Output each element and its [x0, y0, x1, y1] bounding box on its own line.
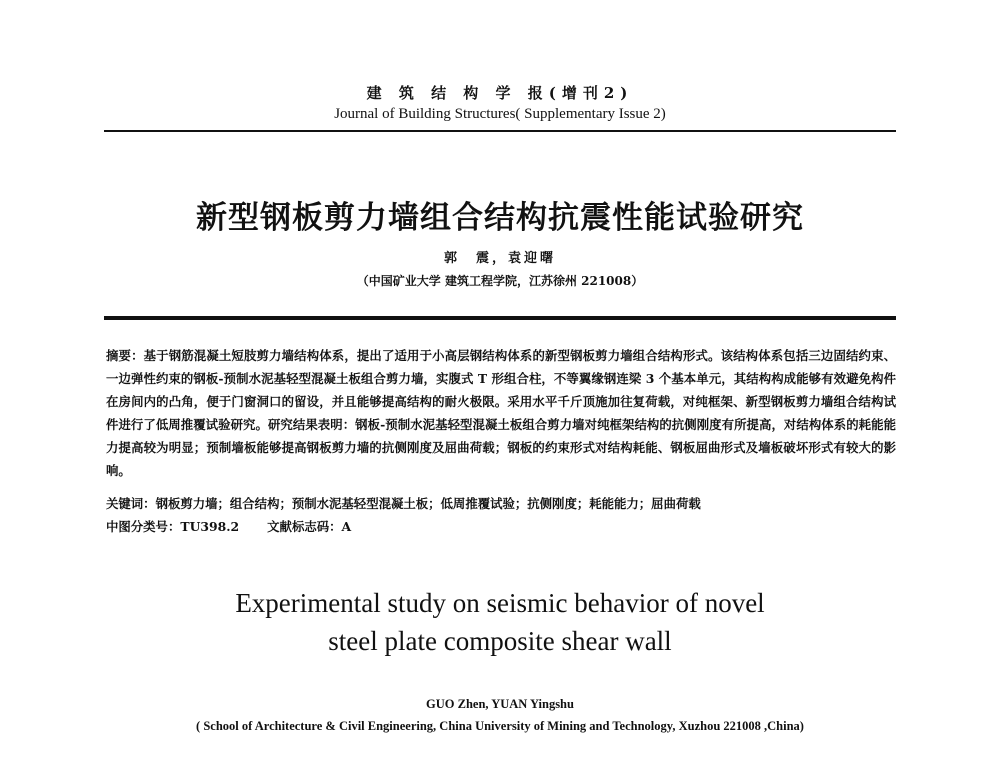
abstract-cn	[106, 344, 896, 482]
journal-name-en: Journal of Building Structures( Supplementary Issue 2)	[334, 106, 666, 122]
title-rule	[104, 316, 896, 320]
affiliation-en: ( School of Architecture & Civil Engineering, China University of Mining and Technology, Xuzhou 221008 ,China)	[196, 719, 804, 733]
abstract-text: 基于钢筋混凝土短肢剪力墙结构体系，提出了适用于小高层钢结构体系的新型钢板剪力墙组合结构形式。该结构体系包括三边固结约束、一边弹性约束的钢板-预制水泥基轻型混凝土板组合剪力墙，实腹式 T 形组合柱，不等翼缘钢连梁 3 个基本单元，其结构构成能够有效避免构件在房间内的凸角，便于门窗洞口的留设，并且能够提高结构的耐火极限。采用水平千斤顶施加往复荷载，对纯框架、新型钢板剪力墙组合结构试件进行了低周推覆试验研究。研究结果表明：钢板-预制水泥基轻型混凝土板组合剪力墙对纯框架结构的抗侧刚度有所提高，对结构体系的耗能能力提高较为明显；预制墙板能够提高钢板剪力墙的抗侧刚度及屈曲荷载；钢板的约束形式对结构耗能、钢板屈曲形式及墙板破坏形式有较大的影响。	[106, 348, 897, 478]
class-value: TU398.2	[180, 519, 240, 534]
classification-line	[106, 517, 896, 535]
title-en-line-2: steel plate composite shear wall	[328, 626, 672, 656]
keywords-cn	[106, 494, 896, 512]
header-rule	[104, 130, 896, 132]
authors-en: GUO Zhen, YUAN Yingshu	[426, 697, 574, 711]
keywords-label: 关键词：	[106, 496, 156, 511]
authors-cn: 郭 震，袁迎曙	[443, 251, 556, 266]
keywords-text: 钢板剪力墙；组合结构；预制水泥基轻型混凝土板；低周推覆试验；抗侧刚度；耗能能力；屈曲荷载	[155, 496, 701, 511]
doc-code-value: A	[341, 519, 352, 534]
article-title-cn: 新型钢板剪力墙组合结构抗震性能试验研究	[196, 200, 804, 236]
journal-name-cn: 建 筑 结 构 学 报(增刊2)	[366, 84, 634, 102]
class-label: 中图分类号：	[106, 519, 181, 534]
doc-code-label: 文献标志码：	[267, 519, 342, 534]
article-title-en	[0, 584, 1000, 660]
title-en-line-1: Experimental study on seismic behavior of novel	[235, 588, 765, 618]
abstract-label: 摘要：	[106, 348, 144, 363]
affiliation-cn: （中国矿业大学 建筑工程学院，江苏徐州 221008）	[356, 274, 644, 288]
cut-off-text-line	[106, 748, 896, 760]
